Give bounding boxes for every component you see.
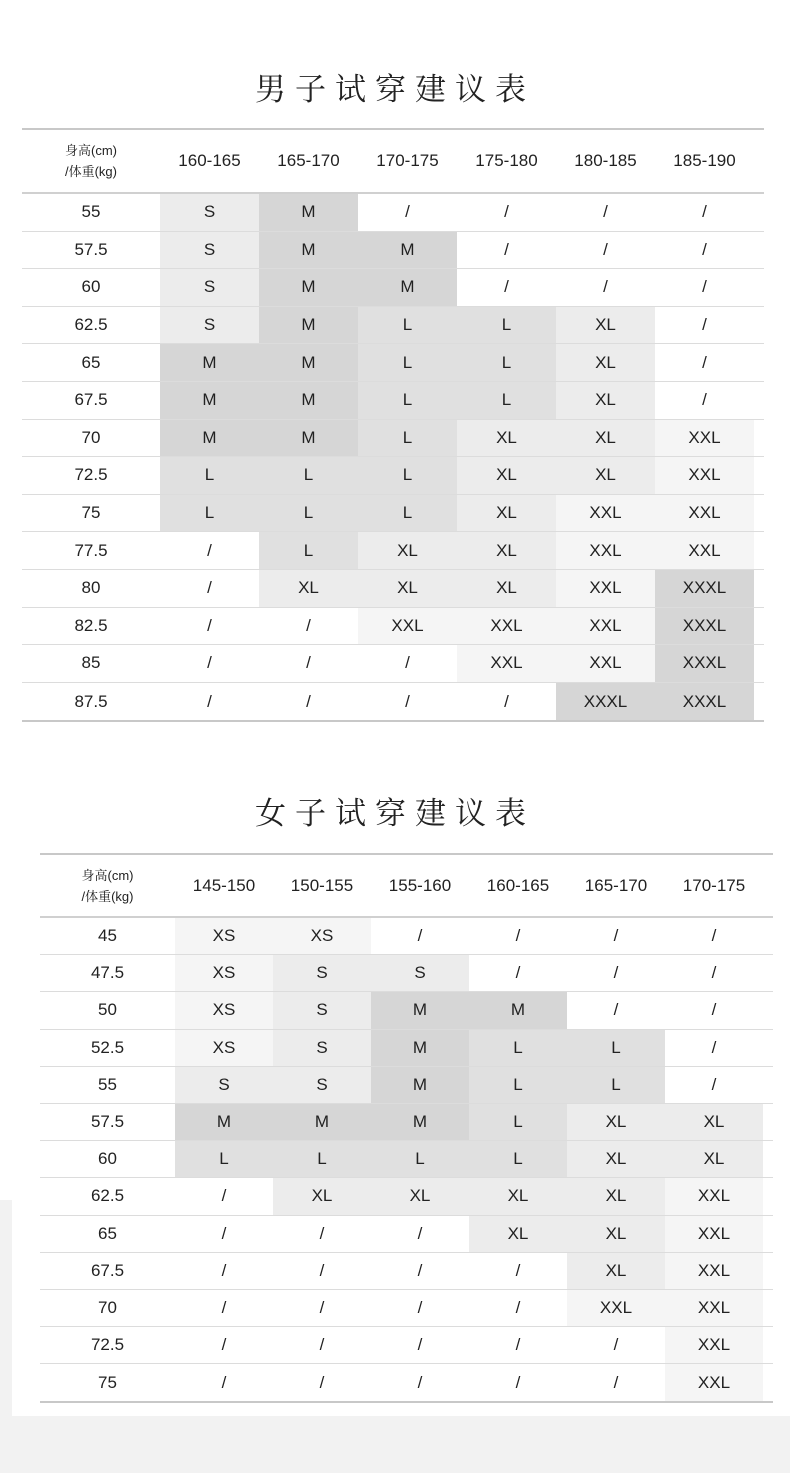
size-cell: XXL — [358, 608, 457, 645]
table-row — [22, 382, 764, 420]
size-cell: / — [655, 307, 754, 344]
size-cell: / — [160, 532, 259, 569]
size-cell: XL — [273, 1178, 371, 1214]
size-cell: M — [358, 269, 457, 306]
size-cell: L — [469, 1104, 567, 1140]
size-cell: XXL — [665, 1253, 763, 1289]
size-cell: / — [655, 194, 754, 231]
size-cell: M — [160, 382, 259, 419]
table-row — [22, 194, 764, 232]
size-cell: XL — [567, 1216, 665, 1252]
size-cell: M — [371, 1067, 469, 1103]
size-cell: / — [457, 683, 556, 721]
size-cell: M — [160, 344, 259, 381]
size-cell: XL — [556, 457, 655, 494]
size-cell: XXXL — [655, 645, 754, 682]
size-cell: XXL — [665, 1178, 763, 1214]
size-cell: / — [556, 232, 655, 269]
weight-cell: 70 — [81, 427, 101, 447]
size-cell: XS — [175, 992, 273, 1028]
size-cell: / — [457, 269, 556, 306]
size-cell: XXXL — [655, 683, 754, 721]
table-row — [22, 232, 764, 270]
size-cell: / — [655, 382, 754, 419]
size-cell: / — [273, 1327, 371, 1363]
weight-cell: 67.5 — [90, 1260, 125, 1280]
height-unit-label: 身高(cm) — [81, 867, 134, 883]
size-cell: / — [175, 1364, 273, 1401]
size-cell: M — [175, 1104, 273, 1140]
table-row — [40, 1216, 773, 1253]
size-cell: L — [259, 532, 358, 569]
size-cell: XXL — [457, 608, 556, 645]
weight-cell: 85 — [81, 653, 101, 673]
size-cell: S — [160, 307, 259, 344]
table-row — [40, 1030, 773, 1067]
size-cell: / — [358, 683, 457, 721]
size-cell: / — [665, 1067, 763, 1103]
size-cell: XXL — [556, 645, 655, 682]
size-cell: XXL — [457, 645, 556, 682]
size-cell: XL — [556, 420, 655, 457]
size-cell: L — [567, 1067, 665, 1103]
size-cell: S — [160, 232, 259, 269]
weight-cell: 60 — [81, 277, 101, 297]
size-cell: XL — [457, 532, 556, 569]
women-corner-label — [40, 855, 175, 916]
height-column-header: 150-155 — [290, 875, 354, 895]
height-unit-label: 身高(cm) — [65, 143, 117, 158]
men-header-row — [22, 130, 764, 194]
size-cell: / — [371, 1253, 469, 1289]
size-cell: XL — [567, 1104, 665, 1140]
size-cell: / — [469, 955, 567, 991]
size-cell: / — [358, 645, 457, 682]
size-cell: / — [556, 194, 655, 231]
size-cell: XL — [665, 1104, 763, 1140]
weight-cell: 77.5 — [74, 540, 108, 560]
weight-cell: 52.5 — [90, 1037, 125, 1057]
size-cell: / — [371, 1364, 469, 1401]
size-cell: L — [457, 344, 556, 381]
weight-cell: 55 — [98, 1074, 117, 1094]
table-row — [22, 457, 764, 495]
table-row — [40, 1327, 773, 1364]
table-row — [22, 570, 764, 608]
table-row — [22, 495, 764, 533]
size-cell: S — [160, 269, 259, 306]
table-row — [22, 344, 764, 382]
size-cell: M — [469, 992, 567, 1028]
table-row — [40, 1141, 773, 1178]
size-cell: XL — [371, 1178, 469, 1214]
size-cell: / — [665, 992, 763, 1028]
weight-cell: 57.5 — [74, 239, 108, 259]
table-row — [40, 955, 773, 992]
size-cell: XXXL — [556, 683, 655, 721]
size-cell: / — [567, 918, 665, 954]
size-cell: S — [175, 1067, 273, 1103]
table-row — [22, 683, 764, 721]
size-cell: XXL — [655, 532, 754, 569]
size-cell: / — [175, 1216, 273, 1252]
height-column-header: 155-160 — [388, 875, 452, 895]
height-column-header: 185-190 — [673, 151, 736, 170]
size-cell: XXL — [556, 495, 655, 532]
size-cell: XL — [469, 1216, 567, 1252]
size-cell: / — [371, 1290, 469, 1326]
size-cell: M — [259, 344, 358, 381]
height-column-header: 170-175 — [682, 875, 746, 895]
size-cell: / — [655, 344, 754, 381]
size-cell: XXL — [655, 420, 754, 457]
weight-cell: 75 — [98, 1372, 117, 1392]
size-cell: L — [469, 1030, 567, 1066]
size-cell: L — [273, 1141, 371, 1177]
table-row — [22, 269, 764, 307]
size-cell: / — [556, 269, 655, 306]
size-cell: / — [371, 1327, 469, 1363]
size-cell: L — [358, 344, 457, 381]
weight-cell: 72.5 — [74, 465, 108, 485]
size-cell: XL — [358, 532, 457, 569]
women-header-row — [40, 855, 773, 918]
size-cell: L — [469, 1067, 567, 1103]
weight-cell: 45 — [98, 926, 117, 946]
size-cell: M — [371, 1030, 469, 1066]
size-cell: / — [469, 918, 567, 954]
size-cell: XXL — [665, 1327, 763, 1363]
weight-cell: 55 — [81, 202, 101, 222]
size-cell: L — [457, 382, 556, 419]
men-chart-title: 男子试穿建议表 — [255, 72, 535, 108]
size-cell: XS — [175, 918, 273, 954]
size-cell: XXL — [567, 1290, 665, 1326]
size-cell: / — [259, 645, 358, 682]
size-cell: M — [273, 1104, 371, 1140]
size-cell: M — [259, 382, 358, 419]
weight-cell: 57.5 — [90, 1112, 125, 1132]
size-cell: XL — [259, 570, 358, 607]
size-cell: M — [259, 194, 358, 231]
size-cell: XXL — [556, 532, 655, 569]
weight-cell: 75 — [81, 503, 101, 523]
size-cell: / — [469, 1327, 567, 1363]
weight-unit-label: /体重(kg) — [81, 888, 134, 904]
size-cell: M — [259, 307, 358, 344]
size-cell: / — [175, 1290, 273, 1326]
size-cell: / — [469, 1364, 567, 1401]
size-cell: M — [259, 269, 358, 306]
weight-cell: 67.5 — [74, 390, 108, 410]
size-cell: XL — [556, 382, 655, 419]
size-cell: L — [358, 420, 457, 457]
size-cell: / — [358, 194, 457, 231]
size-cell: / — [371, 1216, 469, 1252]
size-cell: XL — [457, 420, 556, 457]
weight-cell: 62.5 — [74, 315, 108, 335]
women-size-table — [40, 853, 773, 1403]
size-cell: XL — [556, 344, 655, 381]
weight-cell: 72.5 — [90, 1335, 125, 1355]
height-column-header: 145-150 — [192, 875, 256, 895]
size-cell: XL — [358, 570, 457, 607]
size-cell: XL — [665, 1141, 763, 1177]
size-cell: XL — [457, 570, 556, 607]
weight-cell: 80 — [81, 578, 101, 598]
size-cell: L — [457, 307, 556, 344]
weight-cell: 87.5 — [74, 691, 108, 711]
height-column-header: 160-165 — [486, 875, 550, 895]
size-cell: XXL — [665, 1216, 763, 1252]
size-cell: XXXL — [655, 570, 754, 607]
table-row — [22, 608, 764, 646]
size-cell: S — [371, 955, 469, 991]
table-row — [40, 992, 773, 1029]
size-cell: / — [259, 608, 358, 645]
table-row — [40, 1364, 773, 1401]
table-row — [40, 1290, 773, 1327]
height-column-header: 165-170 — [584, 875, 648, 895]
height-column-header: 170-175 — [376, 151, 439, 170]
size-cell: / — [655, 269, 754, 306]
size-cell: / — [457, 232, 556, 269]
size-cell: S — [273, 955, 371, 991]
size-cell: XL — [469, 1178, 567, 1214]
size-cell: XXXL — [655, 608, 754, 645]
weight-cell: 62.5 — [90, 1186, 125, 1206]
size-cell: M — [160, 420, 259, 457]
size-cell: / — [160, 645, 259, 682]
weight-cell: 65 — [98, 1223, 117, 1243]
size-cell: L — [358, 495, 457, 532]
size-cell: / — [175, 1327, 273, 1363]
size-cell: / — [273, 1216, 371, 1252]
height-column-header: 160-165 — [178, 151, 241, 170]
size-cell: S — [273, 992, 371, 1028]
size-cell: / — [175, 1253, 273, 1289]
size-cell: XL — [556, 307, 655, 344]
size-cell: / — [665, 1030, 763, 1066]
weight-cell: 47.5 — [90, 963, 125, 983]
weight-unit-label: /体重(kg) — [64, 164, 117, 179]
table-row — [22, 420, 764, 458]
size-cell: L — [469, 1141, 567, 1177]
table-row — [40, 1067, 773, 1104]
size-cell: XXL — [665, 1364, 763, 1401]
size-cell: / — [469, 1253, 567, 1289]
table-row — [40, 1104, 773, 1141]
size-cell: XS — [175, 1030, 273, 1066]
size-cell: / — [273, 1290, 371, 1326]
size-cell: / — [567, 955, 665, 991]
left-background-strip — [0, 1200, 12, 1416]
size-cell: L — [160, 457, 259, 494]
size-cell: XL — [567, 1253, 665, 1289]
men-corner-label — [22, 130, 160, 192]
table-row — [22, 307, 764, 345]
size-cell: XXL — [655, 457, 754, 494]
table-row — [22, 532, 764, 570]
size-cell: L — [358, 307, 457, 344]
size-cell: XL — [567, 1141, 665, 1177]
size-cell: L — [358, 457, 457, 494]
size-cell: XS — [175, 955, 273, 991]
size-cell: L — [175, 1141, 273, 1177]
size-cell: S — [160, 194, 259, 231]
table-row — [40, 918, 773, 955]
table-row — [22, 645, 764, 683]
size-cell: XXL — [556, 608, 655, 645]
size-cell: M — [358, 232, 457, 269]
men-size-table — [22, 128, 764, 722]
size-cell: / — [160, 608, 259, 645]
size-cell: / — [273, 1364, 371, 1401]
size-cell: S — [273, 1030, 371, 1066]
weight-cell: 65 — [81, 352, 101, 372]
size-cell: L — [358, 382, 457, 419]
size-cell: XL — [567, 1178, 665, 1214]
size-cell: L — [160, 495, 259, 532]
size-cell: XS — [273, 918, 371, 954]
table-row — [40, 1178, 773, 1215]
height-column-header: 165-170 — [277, 151, 340, 170]
size-cell: / — [665, 918, 763, 954]
weight-cell: 70 — [98, 1297, 117, 1317]
size-cell: / — [567, 992, 665, 1028]
size-cell: / — [259, 683, 358, 721]
size-cell: S — [273, 1067, 371, 1103]
size-cell: L — [567, 1030, 665, 1066]
table-row — [40, 1253, 773, 1290]
size-cell: / — [665, 955, 763, 991]
size-cell: / — [469, 1290, 567, 1326]
size-cell: / — [371, 918, 469, 954]
height-column-header: 180-185 — [574, 151, 637, 170]
size-cell: / — [655, 232, 754, 269]
size-cell: L — [259, 495, 358, 532]
size-cell: M — [259, 420, 358, 457]
size-cell: M — [371, 992, 469, 1028]
size-cell: / — [175, 1178, 273, 1214]
size-cell: / — [273, 1253, 371, 1289]
height-column-header: 175-180 — [475, 151, 538, 170]
size-cell: XL — [457, 495, 556, 532]
size-cell: L — [259, 457, 358, 494]
size-cell: / — [457, 194, 556, 231]
size-cell: XXL — [655, 495, 754, 532]
size-cell: / — [567, 1327, 665, 1363]
size-cell: / — [160, 683, 259, 721]
weight-cell: 50 — [98, 1000, 117, 1020]
size-cell: XXL — [665, 1290, 763, 1326]
size-cell: / — [160, 570, 259, 607]
size-cell: XXL — [556, 570, 655, 607]
size-cell: / — [567, 1364, 665, 1401]
size-cell: M — [259, 232, 358, 269]
weight-cell: 60 — [98, 1149, 117, 1169]
bottom-background-band — [0, 1416, 790, 1473]
size-cell: XL — [457, 457, 556, 494]
size-cell: L — [371, 1141, 469, 1177]
size-cell: M — [371, 1104, 469, 1140]
weight-cell: 82.5 — [74, 615, 108, 635]
women-chart-title: 女子试穿建议表 — [255, 796, 535, 832]
